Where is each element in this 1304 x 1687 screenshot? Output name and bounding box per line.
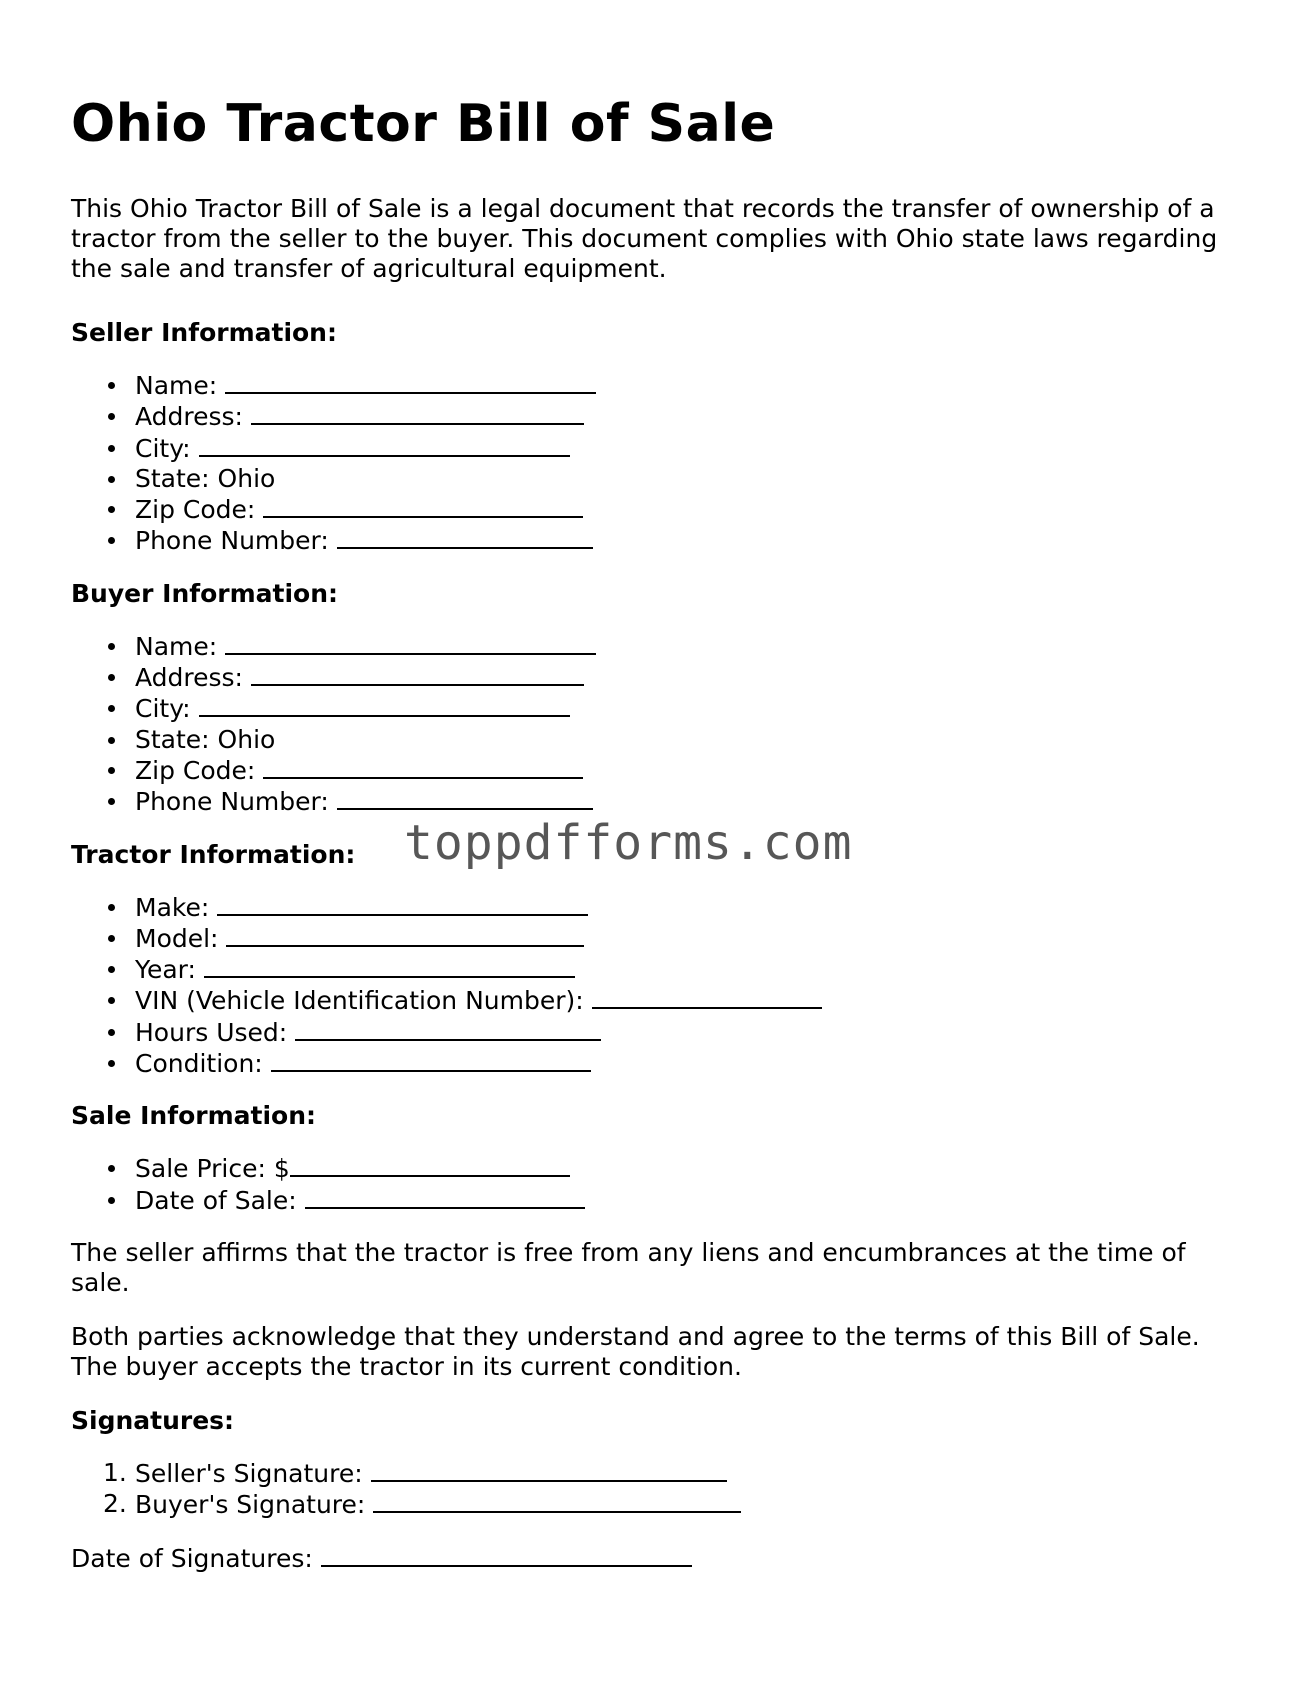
tractor-heading: Tractor Information: bbox=[71, 839, 356, 869]
date-of-signatures-blank[interactable] bbox=[321, 1543, 692, 1567]
seller-list bbox=[71, 370, 1231, 557]
tractor-make-blank[interactable] bbox=[217, 892, 588, 916]
seller-address-label: Address: bbox=[135, 402, 243, 432]
tractor-condition-blank[interactable] bbox=[271, 1048, 591, 1072]
buyer-signature-blank[interactable] bbox=[373, 1489, 741, 1513]
tractor-vin-item bbox=[71, 985, 1231, 1016]
sale-price-label: Sale Price: $ bbox=[135, 1154, 290, 1184]
buyer-city-label: City: bbox=[135, 694, 191, 724]
seller-zip-blank[interactable] bbox=[263, 494, 583, 518]
tractor-condition-item bbox=[71, 1048, 1231, 1079]
buyer-address-label: Address: bbox=[135, 663, 243, 693]
seller-phone-label: Phone Number: bbox=[135, 526, 329, 556]
seller-phone-blank[interactable] bbox=[337, 525, 593, 549]
document-title: Ohio Tractor Bill of Sale bbox=[71, 94, 776, 154]
seller-signature-label: Seller's Signature: bbox=[135, 1458, 363, 1488]
tractor-year-item bbox=[71, 954, 1231, 985]
buyer-zip-label: Zip Code: bbox=[135, 755, 256, 785]
date-of-signatures-label: Date of Signatures: bbox=[71, 1543, 313, 1573]
buyer-address-blank[interactable] bbox=[251, 662, 584, 686]
sale-price-blank[interactable] bbox=[290, 1153, 570, 1177]
sale-heading: Sale Information: bbox=[71, 1101, 316, 1131]
buyer-signature-item bbox=[71, 1489, 1231, 1520]
tractor-model-blank[interactable] bbox=[226, 923, 584, 947]
buyer-name-label: Name: bbox=[135, 631, 218, 661]
tractor-make-label: Make: bbox=[135, 892, 210, 922]
sale-date-item bbox=[71, 1185, 1231, 1216]
seller-address-item bbox=[71, 401, 1231, 432]
seller-phone-item bbox=[71, 525, 1231, 556]
seller-signature-item bbox=[71, 1458, 1231, 1489]
tractor-vin-blank[interactable] bbox=[592, 985, 822, 1009]
sale-date-blank[interactable] bbox=[305, 1185, 585, 1209]
date-of-signatures-line bbox=[71, 1543, 1231, 1574]
tractor-year-label: Year: bbox=[135, 955, 196, 985]
seller-state-item bbox=[71, 464, 1231, 494]
seller-city-label: City: bbox=[135, 433, 191, 463]
seller-zip-label: Zip Code: bbox=[135, 495, 256, 525]
buyer-phone-label: Phone Number: bbox=[135, 787, 329, 817]
tractor-hours-label: Hours Used: bbox=[135, 1017, 288, 1047]
seller-signature-number: 1. bbox=[103, 1457, 127, 1487]
tractor-list bbox=[71, 892, 1231, 1080]
seller-city-blank[interactable] bbox=[199, 433, 570, 457]
seller-signature-blank[interactable] bbox=[371, 1458, 727, 1482]
buyer-list bbox=[71, 631, 1231, 818]
signatures-heading: Signatures: bbox=[71, 1405, 235, 1435]
buyer-phone-item bbox=[71, 786, 1231, 817]
buyer-signature-label: Buyer's Signature: bbox=[135, 1490, 366, 1520]
sale-date-label: Date of Sale: bbox=[135, 1185, 297, 1215]
buyer-zip-blank[interactable] bbox=[263, 755, 583, 779]
buyer-state-item bbox=[71, 725, 1231, 755]
liens-statement: The seller affirms that the tractor is free from any liens and encumbrances at the time of sale. bbox=[71, 1237, 1186, 1297]
buyer-name-item bbox=[71, 631, 1231, 662]
seller-address-blank[interactable] bbox=[251, 401, 584, 425]
watermark-text: toppdfforms.com bbox=[404, 815, 853, 871]
intro-paragraph: This Ohio Tractor Bill of Sale is a legal document that records the transfer of ownership of a tractor from the seller to the buyer. This document complies with Ohio state laws regarding the sale and transfer of agricultural equipment. bbox=[71, 194, 1218, 283]
tractor-model-item bbox=[71, 923, 1231, 954]
acknowledge-statement: Both parties acknowledge that they understand and agree to the terms of this Bill of Sale. The buyer accepts the tractor in its current condition. bbox=[71, 1321, 1200, 1381]
buyer-phone-blank[interactable] bbox=[337, 786, 593, 810]
seller-state-label: State: Ohio bbox=[135, 463, 276, 493]
sale-price-item bbox=[71, 1153, 1231, 1184]
tractor-model-label: Model: bbox=[135, 923, 219, 953]
seller-name-blank[interactable] bbox=[225, 370, 596, 394]
tractor-vin-label: VIN (Vehicle Identification Number): bbox=[135, 986, 584, 1016]
tractor-make-item bbox=[71, 892, 1231, 923]
seller-name-item bbox=[71, 370, 1231, 401]
buyer-city-blank[interactable] bbox=[199, 693, 570, 717]
seller-name-label: Name: bbox=[135, 371, 218, 400]
signatures-list bbox=[71, 1458, 1231, 1521]
buyer-zip-item bbox=[71, 755, 1231, 786]
buyer-heading: Buyer Information: bbox=[71, 578, 339, 608]
tractor-hours-blank[interactable] bbox=[295, 1017, 601, 1041]
buyer-city-item bbox=[71, 693, 1231, 724]
tractor-hours-item bbox=[71, 1017, 1231, 1048]
seller-heading: Seller Information: bbox=[71, 318, 337, 347]
buyer-state-label: State: Ohio bbox=[135, 724, 276, 754]
tractor-year-blank[interactable] bbox=[204, 954, 575, 978]
seller-zip-item bbox=[71, 494, 1231, 525]
tractor-condition-label: Condition: bbox=[135, 1049, 263, 1079]
sale-list bbox=[71, 1153, 1231, 1216]
seller-city-item bbox=[71, 433, 1231, 464]
buyer-name-blank[interactable] bbox=[225, 631, 596, 655]
buyer-signature-number: 2. bbox=[103, 1489, 127, 1519]
buyer-address-item bbox=[71, 662, 1231, 693]
